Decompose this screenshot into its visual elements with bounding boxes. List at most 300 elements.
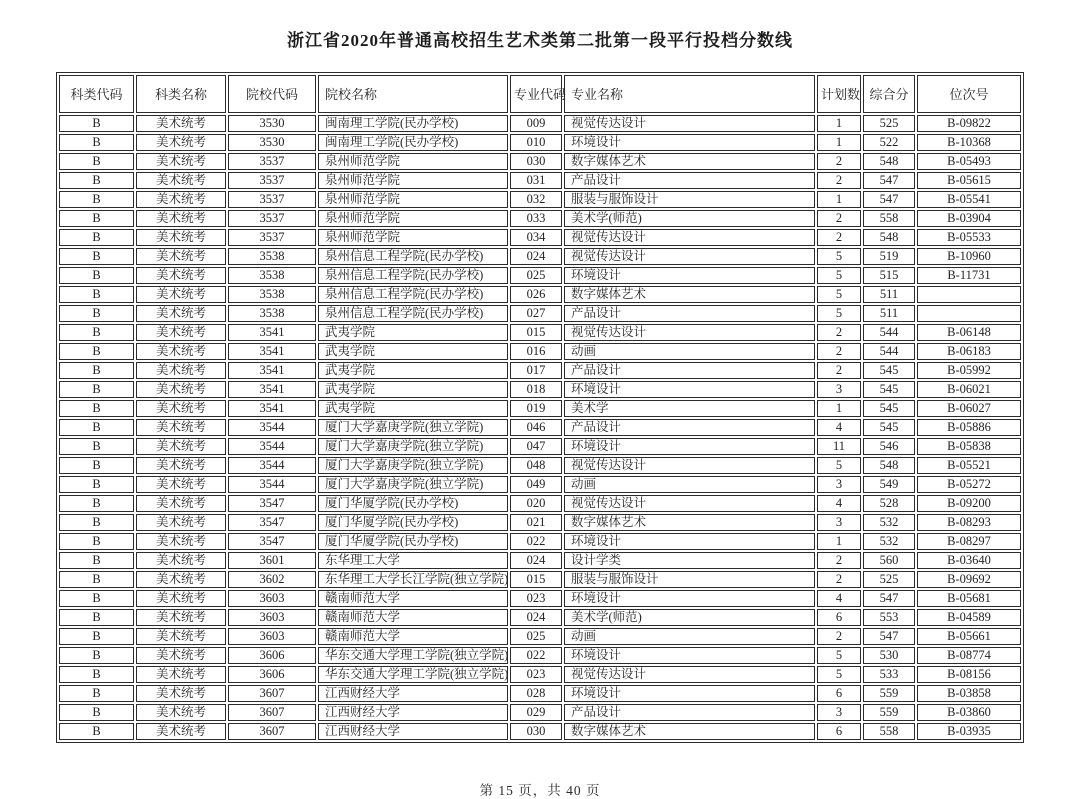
cell-major-name: 动画: [564, 343, 815, 360]
cell-subject-code: B: [59, 153, 134, 170]
cell-college-code: 3541: [228, 343, 316, 360]
cell-rank-number: B-05521: [917, 457, 1021, 474]
cell-composite-score: 545: [863, 381, 915, 398]
cell-subject-code: B: [59, 172, 134, 189]
cell-college-code: 3547: [228, 533, 316, 550]
cell-major-code: 046: [510, 419, 562, 436]
cell-college-name: 厦门华厦学院(民办学校): [318, 495, 508, 512]
cell-rank-number: B-08774: [917, 647, 1021, 664]
cell-rank-number: [917, 286, 1021, 303]
cell-college-code: 3606: [228, 647, 316, 664]
table-row: [59, 115, 1021, 132]
cell-major-code: 024: [510, 248, 562, 265]
cell-plan-count: 2: [817, 552, 861, 569]
cell-rank-number: B-05992: [917, 362, 1021, 379]
cell-rank-number: B-09822: [917, 115, 1021, 132]
table-row: [59, 286, 1021, 303]
cell-college-code: 3544: [228, 438, 316, 455]
cell-college-name: 武夷学院: [318, 400, 508, 417]
table-row: [59, 362, 1021, 379]
cell-plan-count: 2: [817, 210, 861, 227]
cell-subject-code: B: [59, 115, 134, 132]
cell-subject-code: B: [59, 286, 134, 303]
cell-composite-score: 546: [863, 438, 915, 455]
cell-college-name: 东华理工大学: [318, 552, 508, 569]
cell-composite-score: 559: [863, 685, 915, 702]
cell-composite-score: 560: [863, 552, 915, 569]
cell-subject-code: B: [59, 191, 134, 208]
cell-subject-code: B: [59, 381, 134, 398]
cell-composite-score: 547: [863, 172, 915, 189]
cell-subject-name: 美术统考: [136, 552, 226, 569]
cell-college-code: 3537: [228, 191, 316, 208]
cell-major-code: 034: [510, 229, 562, 246]
cell-plan-count: 1: [817, 134, 861, 151]
cell-rank-number: B-06021: [917, 381, 1021, 398]
cell-college-code: 3537: [228, 210, 316, 227]
cell-college-code: 3603: [228, 628, 316, 645]
cell-subject-code: B: [59, 400, 134, 417]
column-header-subject-name: 科类名称: [136, 75, 226, 113]
table-row: [59, 400, 1021, 417]
cell-major-name: 环境设计: [564, 381, 815, 398]
cell-major-code: 024: [510, 609, 562, 626]
table-row: [59, 666, 1021, 683]
cell-major-code: 047: [510, 438, 562, 455]
cell-plan-count: 2: [817, 343, 861, 360]
cell-major-name: 视觉传达设计: [564, 229, 815, 246]
cell-composite-score: 519: [863, 248, 915, 265]
cell-major-code: 021: [510, 514, 562, 531]
cell-subject-code: B: [59, 305, 134, 322]
cell-subject-name: 美术统考: [136, 514, 226, 531]
cell-subject-code: B: [59, 666, 134, 683]
table-row: [59, 419, 1021, 436]
cell-rank-number: B-05533: [917, 229, 1021, 246]
cell-college-name: 江西财经大学: [318, 723, 508, 740]
cell-composite-score: 530: [863, 647, 915, 664]
cell-college-code: 3544: [228, 476, 316, 493]
cell-subject-code: B: [59, 134, 134, 151]
cell-subject-name: 美术统考: [136, 400, 226, 417]
cell-subject-code: B: [59, 343, 134, 360]
table-row: [59, 685, 1021, 702]
cell-composite-score: 558: [863, 723, 915, 740]
cell-subject-name: 美术统考: [136, 628, 226, 645]
cell-plan-count: 5: [817, 248, 861, 265]
cell-college-name: 赣南师范大学: [318, 628, 508, 645]
column-header-subject-code: 科类代码: [59, 75, 134, 113]
cell-composite-score: 559: [863, 704, 915, 721]
cell-plan-count: 4: [817, 590, 861, 607]
cell-college-name: 泉州师范学院: [318, 229, 508, 246]
cell-composite-score: 548: [863, 457, 915, 474]
cell-college-code: 3544: [228, 419, 316, 436]
cell-composite-score: 532: [863, 514, 915, 531]
cell-college-name: 闽南理工学院(民办学校): [318, 134, 508, 151]
cell-rank-number: B-05493: [917, 153, 1021, 170]
cell-subject-code: B: [59, 571, 134, 588]
cell-college-name: 泉州信息工程学院(民办学校): [318, 286, 508, 303]
cell-major-name: 环境设计: [564, 267, 815, 284]
cell-subject-name: 美术统考: [136, 495, 226, 512]
cell-subject-name: 美术统考: [136, 723, 226, 740]
cell-subject-name: 美术统考: [136, 590, 226, 607]
table-row: [59, 457, 1021, 474]
cell-major-code: 049: [510, 476, 562, 493]
cell-subject-code: B: [59, 552, 134, 569]
cell-college-name: 泉州信息工程学院(民办学校): [318, 305, 508, 322]
cell-plan-count: 5: [817, 286, 861, 303]
cell-subject-name: 美术统考: [136, 571, 226, 588]
cell-college-code: 3607: [228, 723, 316, 740]
cell-rank-number: B-10960: [917, 248, 1021, 265]
cell-college-name: 东华理工大学长江学院(独立学院): [318, 571, 508, 588]
cell-college-name: 厦门华厦学院(民办学校): [318, 533, 508, 550]
cell-major-code: 048: [510, 457, 562, 474]
cell-subject-name: 美术统考: [136, 438, 226, 455]
cell-rank-number: B-08297: [917, 533, 1021, 550]
cell-rank-number: B-05681: [917, 590, 1021, 607]
cell-subject-name: 美术统考: [136, 286, 226, 303]
cell-major-name: 设计学类: [564, 552, 815, 569]
cell-subject-code: B: [59, 457, 134, 474]
cell-composite-score: 533: [863, 666, 915, 683]
cell-major-name: 环境设计: [564, 438, 815, 455]
cell-major-name: 美术学: [564, 400, 815, 417]
cell-major-name: 产品设计: [564, 172, 815, 189]
cell-college-name: 厦门大学嘉庚学院(独立学院): [318, 457, 508, 474]
table-row: [59, 153, 1021, 170]
cell-college-code: 3607: [228, 685, 316, 702]
cell-plan-count: 3: [817, 476, 861, 493]
table-row: [59, 704, 1021, 721]
cell-subject-name: 美术统考: [136, 419, 226, 436]
cell-college-code: 3538: [228, 305, 316, 322]
cell-college-name: 华东交通大学理工学院(独立学院): [318, 666, 508, 683]
cell-plan-count: 1: [817, 400, 861, 417]
page-number: 第 15 页，共 40 页: [479, 783, 601, 798]
table-row: [59, 134, 1021, 151]
cell-major-name: 美术学(师范): [564, 210, 815, 227]
cell-college-code: 3538: [228, 267, 316, 284]
cell-rank-number: B-05661: [917, 628, 1021, 645]
cell-major-name: 环境设计: [564, 533, 815, 550]
cell-subject-code: B: [59, 647, 134, 664]
cell-subject-code: B: [59, 704, 134, 721]
cell-subject-name: 美术统考: [136, 153, 226, 170]
cell-plan-count: 1: [817, 533, 861, 550]
cell-plan-count: 6: [817, 609, 861, 626]
cell-major-name: 产品设计: [564, 362, 815, 379]
cell-major-code: 033: [510, 210, 562, 227]
cell-major-code: 009: [510, 115, 562, 132]
cell-college-name: 泉州信息工程学院(民办学校): [318, 267, 508, 284]
cell-subject-code: B: [59, 495, 134, 512]
cell-major-code: 016: [510, 343, 562, 360]
cell-subject-name: 美术统考: [136, 381, 226, 398]
cell-subject-name: 美术统考: [136, 229, 226, 246]
cell-college-code: 3530: [228, 115, 316, 132]
cell-rank-number: B-04589: [917, 609, 1021, 626]
table-row: [59, 495, 1021, 512]
cell-major-name: 视觉传达设计: [564, 666, 815, 683]
cell-rank-number: B-11731: [917, 267, 1021, 284]
cell-plan-count: 6: [817, 723, 861, 740]
cell-major-code: 015: [510, 324, 562, 341]
cell-major-name: 视觉传达设计: [564, 457, 815, 474]
column-header-college-name: 院校名称: [318, 75, 508, 113]
cell-major-name: 视觉传达设计: [564, 248, 815, 265]
cell-composite-score: 545: [863, 362, 915, 379]
table-row: [59, 191, 1021, 208]
cell-subject-code: B: [59, 419, 134, 436]
table-row: [59, 609, 1021, 626]
cell-plan-count: 1: [817, 115, 861, 132]
cell-subject-code: B: [59, 324, 134, 341]
cell-subject-code: B: [59, 628, 134, 645]
cell-composite-score: 544: [863, 343, 915, 360]
cell-college-code: 3544: [228, 457, 316, 474]
cell-subject-name: 美术统考: [136, 609, 226, 626]
cell-subject-name: 美术统考: [136, 343, 226, 360]
cell-college-code: 3537: [228, 229, 316, 246]
page-title: 浙江省2020年普通高校招生艺术类第二批第一段平行投档分数线: [287, 31, 793, 50]
table-row: [59, 647, 1021, 664]
cell-major-name: 产品设计: [564, 419, 815, 436]
cell-subject-code: B: [59, 590, 134, 607]
cell-major-code: 025: [510, 267, 562, 284]
cell-major-code: 017: [510, 362, 562, 379]
cell-college-code: 3541: [228, 362, 316, 379]
table-row: [59, 514, 1021, 531]
cell-major-name: 服装与服饰设计: [564, 191, 815, 208]
table-header: [59, 75, 1021, 113]
cell-major-name: 视觉传达设计: [564, 495, 815, 512]
cell-college-name: 江西财经大学: [318, 704, 508, 721]
cell-college-code: 3606: [228, 666, 316, 683]
cell-major-name: 数字媒体艺术: [564, 514, 815, 531]
cell-major-code: 030: [510, 723, 562, 740]
cell-major-name: 环境设计: [564, 134, 815, 151]
cell-subject-code: B: [59, 514, 134, 531]
cell-plan-count: 5: [817, 647, 861, 664]
cell-plan-count: 5: [817, 666, 861, 683]
cell-college-name: 泉州信息工程学院(民办学校): [318, 248, 508, 265]
table-row: [59, 343, 1021, 360]
cell-rank-number: B-05838: [917, 438, 1021, 455]
cell-rank-number: B-08293: [917, 514, 1021, 531]
cell-college-name: 泉州师范学院: [318, 172, 508, 189]
table-row: [59, 571, 1021, 588]
column-header-major-code: 专业代码: [510, 75, 562, 113]
cell-rank-number: B-05886: [917, 419, 1021, 436]
cell-major-name: 数字媒体艺术: [564, 286, 815, 303]
table-row: [59, 476, 1021, 493]
cell-major-code: 024: [510, 552, 562, 569]
cell-plan-count: 3: [817, 514, 861, 531]
cell-major-name: 动画: [564, 476, 815, 493]
cell-college-code: 3537: [228, 153, 316, 170]
column-header-major-name: 专业名称: [564, 75, 815, 113]
cell-composite-score: 545: [863, 400, 915, 417]
cell-major-code: 025: [510, 628, 562, 645]
cell-college-code: 3601: [228, 552, 316, 569]
cell-major-name: 动画: [564, 628, 815, 645]
cell-college-code: 3541: [228, 324, 316, 341]
cell-major-code: 027: [510, 305, 562, 322]
cell-subject-code: B: [59, 267, 134, 284]
cell-major-name: 美术学(师范): [564, 609, 815, 626]
cell-plan-count: 2: [817, 628, 861, 645]
cell-major-code: 020: [510, 495, 562, 512]
cell-plan-count: 1: [817, 191, 861, 208]
cell-plan-count: 11: [817, 438, 861, 455]
cell-major-code: 022: [510, 647, 562, 664]
table-row: [59, 305, 1021, 322]
cell-plan-count: 3: [817, 381, 861, 398]
cell-subject-name: 美术统考: [136, 267, 226, 284]
column-header-plan-count: 计划数: [817, 75, 861, 113]
cell-composite-score: 548: [863, 153, 915, 170]
table-row: [59, 628, 1021, 645]
cell-plan-count: 2: [817, 362, 861, 379]
table-row: [59, 381, 1021, 398]
cell-plan-count: 3: [817, 704, 861, 721]
cell-college-name: 武夷学院: [318, 362, 508, 379]
cell-college-name: 闽南理工学院(民办学校): [318, 115, 508, 132]
cell-composite-score: 522: [863, 134, 915, 151]
table-row: [59, 248, 1021, 265]
column-header-rank-number: 位次号: [917, 75, 1021, 113]
cell-subject-code: B: [59, 533, 134, 550]
cell-plan-count: 6: [817, 685, 861, 702]
cell-composite-score: 525: [863, 115, 915, 132]
cell-rank-number: B-05615: [917, 172, 1021, 189]
cell-rank-number: B-06183: [917, 343, 1021, 360]
cell-rank-number: B-05272: [917, 476, 1021, 493]
cell-rank-number: B-03858: [917, 685, 1021, 702]
cell-composite-score: 547: [863, 628, 915, 645]
cell-composite-score: 525: [863, 571, 915, 588]
cell-major-code: 019: [510, 400, 562, 417]
column-header-composite-score: 综合分: [863, 75, 915, 113]
cell-plan-count: 2: [817, 571, 861, 588]
cell-college-name: 赣南师范大学: [318, 590, 508, 607]
cell-composite-score: 553: [863, 609, 915, 626]
cell-composite-score: 528: [863, 495, 915, 512]
cell-major-name: 服装与服饰设计: [564, 571, 815, 588]
cell-college-code: 3538: [228, 286, 316, 303]
cell-subject-name: 美术统考: [136, 362, 226, 379]
cell-college-name: 赣南师范大学: [318, 609, 508, 626]
cell-subject-code: B: [59, 685, 134, 702]
cell-subject-name: 美术统考: [136, 457, 226, 474]
cell-major-code: 026: [510, 286, 562, 303]
cell-subject-name: 美术统考: [136, 172, 226, 189]
cell-college-code: 3541: [228, 400, 316, 417]
cell-college-name: 江西财经大学: [318, 685, 508, 702]
cell-subject-name: 美术统考: [136, 248, 226, 265]
cell-college-code: 3538: [228, 248, 316, 265]
cell-composite-score: 544: [863, 324, 915, 341]
table-row: [59, 229, 1021, 246]
table-body: [59, 115, 1021, 740]
cell-subject-code: B: [59, 438, 134, 455]
cell-college-name: 厦门大学嘉庚学院(独立学院): [318, 476, 508, 493]
cell-college-code: 3537: [228, 172, 316, 189]
cell-composite-score: 511: [863, 305, 915, 322]
cell-subject-name: 美术统考: [136, 685, 226, 702]
cell-plan-count: 4: [817, 419, 861, 436]
cell-college-name: 泉州师范学院: [318, 191, 508, 208]
cell-plan-count: 5: [817, 457, 861, 474]
cell-rank-number: B-06148: [917, 324, 1021, 341]
cell-major-code: 015: [510, 571, 562, 588]
cell-subject-name: 美术统考: [136, 191, 226, 208]
cell-subject-name: 美术统考: [136, 115, 226, 132]
cell-major-code: 032: [510, 191, 562, 208]
table-row: [59, 324, 1021, 341]
cell-college-code: 3607: [228, 704, 316, 721]
cell-subject-name: 美术统考: [136, 647, 226, 664]
cell-composite-score: 547: [863, 590, 915, 607]
cell-subject-name: 美术统考: [136, 305, 226, 322]
cell-composite-score: 549: [863, 476, 915, 493]
cell-plan-count: 2: [817, 324, 861, 341]
cell-subject-code: B: [59, 248, 134, 265]
cell-plan-count: 5: [817, 267, 861, 284]
cell-major-name: 环境设计: [564, 685, 815, 702]
cell-college-code: 3541: [228, 381, 316, 398]
cell-major-code: 010: [510, 134, 562, 151]
cell-major-code: 031: [510, 172, 562, 189]
cell-major-name: 数字媒体艺术: [564, 723, 815, 740]
cell-major-code: 028: [510, 685, 562, 702]
cell-composite-score: 511: [863, 286, 915, 303]
cell-subject-name: 美术统考: [136, 210, 226, 227]
cell-college-code: 3547: [228, 514, 316, 531]
cell-rank-number: B-03640: [917, 552, 1021, 569]
cell-plan-count: 4: [817, 495, 861, 512]
cell-college-name: 厦门华厦学院(民办学校): [318, 514, 508, 531]
cell-college-name: 武夷学院: [318, 324, 508, 341]
cell-college-name: 厦门大学嘉庚学院(独立学院): [318, 419, 508, 436]
cell-composite-score: 545: [863, 419, 915, 436]
cell-subject-code: B: [59, 229, 134, 246]
cell-major-code: 029: [510, 704, 562, 721]
table-header-row: [59, 75, 1021, 113]
cell-subject-code: B: [59, 362, 134, 379]
cell-college-name: 泉州师范学院: [318, 210, 508, 227]
column-header-college-code: 院校代码: [228, 75, 316, 113]
cell-subject-name: 美术统考: [136, 324, 226, 341]
cell-rank-number: B-09200: [917, 495, 1021, 512]
cell-composite-score: 532: [863, 533, 915, 550]
table-row: [59, 723, 1021, 740]
cell-composite-score: 548: [863, 229, 915, 246]
cell-rank-number: B-06027: [917, 400, 1021, 417]
cell-college-code: 3602: [228, 571, 316, 588]
table-row: [59, 210, 1021, 227]
cell-rank-number: B-03935: [917, 723, 1021, 740]
cell-major-name: 视觉传达设计: [564, 324, 815, 341]
cell-composite-score: 547: [863, 191, 915, 208]
cell-plan-count: 2: [817, 172, 861, 189]
cell-subject-code: B: [59, 609, 134, 626]
table-row: [59, 552, 1021, 569]
table-row: [59, 172, 1021, 189]
